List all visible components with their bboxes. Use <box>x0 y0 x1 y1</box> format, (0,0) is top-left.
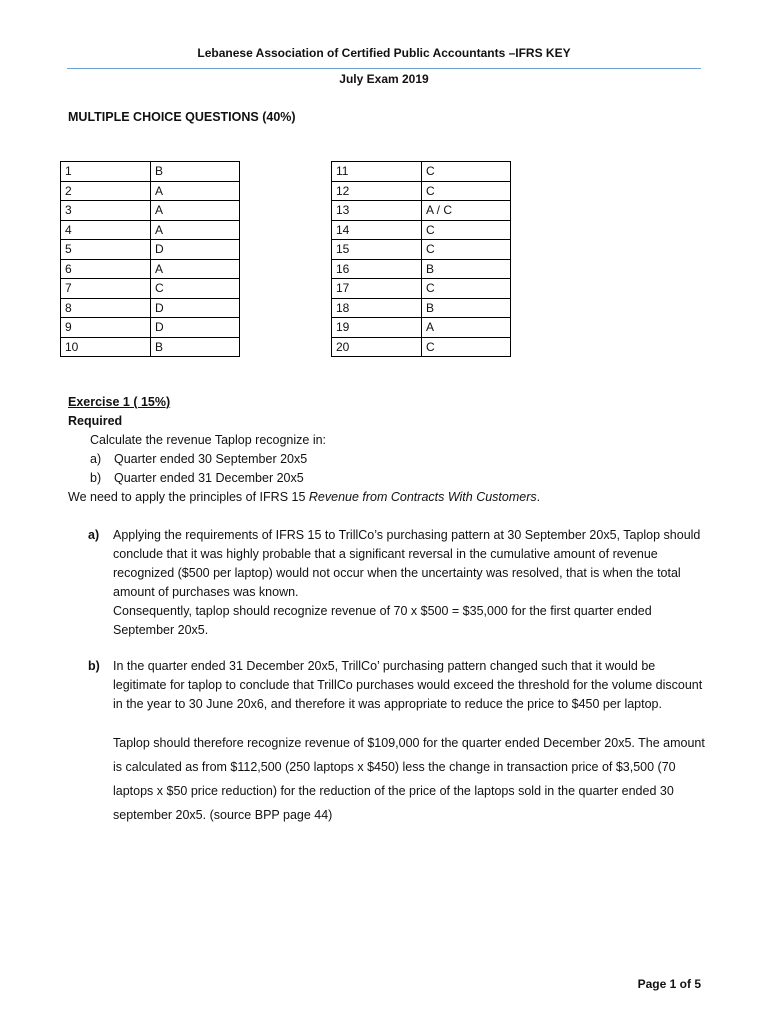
question-number: 9 <box>61 318 151 338</box>
answer-row <box>61 259 240 279</box>
answer-letter: C <box>422 162 511 182</box>
answer-row <box>332 240 511 260</box>
answer-b-label: b) <box>88 659 100 673</box>
answer-letter: B <box>422 298 511 318</box>
answer-row <box>61 181 240 201</box>
page-total: 5 <box>694 977 701 991</box>
answer-row <box>332 220 511 240</box>
answer-row <box>61 279 240 299</box>
answer-letter: A <box>151 181 240 201</box>
answer-a <box>88 526 708 640</box>
answer-letter: A / C <box>422 201 511 221</box>
answer-row <box>332 201 511 221</box>
answer-letter: C <box>151 279 240 299</box>
answer-letter: D <box>151 298 240 318</box>
answer-letter: D <box>151 240 240 260</box>
question-number: 15 <box>332 240 422 260</box>
question-number: 8 <box>61 298 151 318</box>
exercise-item-text: Quarter ended 30 September 20x5 <box>114 452 308 466</box>
principle-standard-name: Revenue from Contracts With Customers <box>308 490 537 504</box>
answer-b-paragraph-2: Taplop should therefore recognize revenue of $109,000 for the quarter ended December 20x5. The amount is calculated as from $112,500 (250 laptops x $450) less the change in transaction price of $3,500 (70 laptops x $50 price reduction) for the reduction of the price of the laptops sold in the quarter ended 30 september 20x5. (source BPP page 44) <box>113 736 705 822</box>
answer-row <box>332 337 511 357</box>
page-of: of <box>676 977 695 991</box>
question-number: 11 <box>332 162 422 182</box>
answer-row <box>61 318 240 338</box>
answer-letter: A <box>151 220 240 240</box>
question-number: 5 <box>61 240 151 260</box>
answer-row <box>332 259 511 279</box>
answer-row <box>332 318 511 338</box>
answer-a-paragraph-1: Applying the requirements of IFRS 15 to TrillCo’s purchasing pattern at 30 September 20x5, Taplop should conclude that it was highly probable that a significant reversal in the cumulative amount of revenue recognized ($500 per laptop) would not occur when the uncertainty was resolved, that is when the total amount of purchases was known. <box>113 528 701 599</box>
exercise-title: Exercise 1 ( 15%) <box>68 395 171 409</box>
answer-row <box>61 298 240 318</box>
answer-row <box>332 181 511 201</box>
answer-row <box>332 279 511 299</box>
question-number: 3 <box>61 201 151 221</box>
question-number: 2 <box>61 181 151 201</box>
document-header: Lebanese Association of Certified Public Accountants –IFRS KEY <box>197 46 571 60</box>
answer-row <box>332 298 511 318</box>
answer-letter: C <box>422 181 511 201</box>
answer-a-paragraph-2: Consequently, taplop should recognize revenue of 70 x $500 = $35,000 for the first quarter ended September 20x5. <box>113 604 652 637</box>
section-title: MULTIPLE CHOICE QUESTIONS (40%) <box>68 110 296 124</box>
question-number: 12 <box>332 181 422 201</box>
question-number: 18 <box>332 298 422 318</box>
question-number: 19 <box>332 318 422 338</box>
answer-letter: D <box>151 318 240 338</box>
answer-letter: C <box>422 279 511 299</box>
answer-letter: B <box>151 162 240 182</box>
header-rule <box>67 68 701 69</box>
answer-letter: A <box>151 201 240 221</box>
answer-letter: A <box>422 318 511 338</box>
exercise-item <box>68 450 708 469</box>
question-number: 4 <box>61 220 151 240</box>
exercise-block <box>68 393 708 507</box>
answer-letter: C <box>422 240 511 260</box>
answer-b <box>88 657 708 827</box>
answer-row <box>61 201 240 221</box>
question-number: 16 <box>332 259 422 279</box>
answer-table-right <box>331 161 511 357</box>
answer-row <box>61 220 240 240</box>
exercise-item <box>68 469 708 488</box>
question-number: 13 <box>332 201 422 221</box>
exercise-item-label: a) <box>90 452 102 466</box>
page-current: 1 <box>669 977 677 991</box>
page-number <box>638 977 701 991</box>
exercise-item-label: b) <box>90 471 102 485</box>
principle-line <box>68 488 708 507</box>
question-number: 17 <box>332 279 422 299</box>
required-heading: Required <box>68 414 123 428</box>
answer-letter: B <box>151 337 240 357</box>
answer-table-left <box>60 161 240 357</box>
exercise-instruction: Calculate the revenue Taplop recognize in: <box>90 433 327 447</box>
answer-row <box>332 162 511 182</box>
principle-suffix: . <box>536 490 541 504</box>
answer-letter: A <box>151 259 240 279</box>
answer-b-paragraph-1: In the quarter ended 31 December 20x5, TrillCo’ purchasing pattern changed such that it would be legitimate for taplop to conclude that TrillCo purchases would exceed the threshold for the volume discount in the year to 30 June 20x6, and therefore it was appropriate to reduce the price to $450 per laptop. <box>113 659 703 711</box>
question-number: 1 <box>61 162 151 182</box>
question-number: 7 <box>61 279 151 299</box>
exercise-item-text: Quarter ended 31 December 20x5 <box>114 471 304 485</box>
question-number: 10 <box>61 337 151 357</box>
question-number: 20 <box>332 337 422 357</box>
answer-letter: C <box>422 337 511 357</box>
page-prefix: Page <box>637 977 670 991</box>
answer-row <box>61 337 240 357</box>
answer-letter: B <box>422 259 511 279</box>
answer-row <box>61 240 240 260</box>
answer-letter: C <box>422 220 511 240</box>
exam-title: July Exam 2019 <box>339 72 429 86</box>
question-number: 14 <box>332 220 422 240</box>
answer-a-label: a) <box>88 528 100 542</box>
principle-prefix: We need to apply the principles of IFRS 15 <box>68 490 309 504</box>
question-number: 6 <box>61 259 151 279</box>
answer-row <box>61 162 240 182</box>
